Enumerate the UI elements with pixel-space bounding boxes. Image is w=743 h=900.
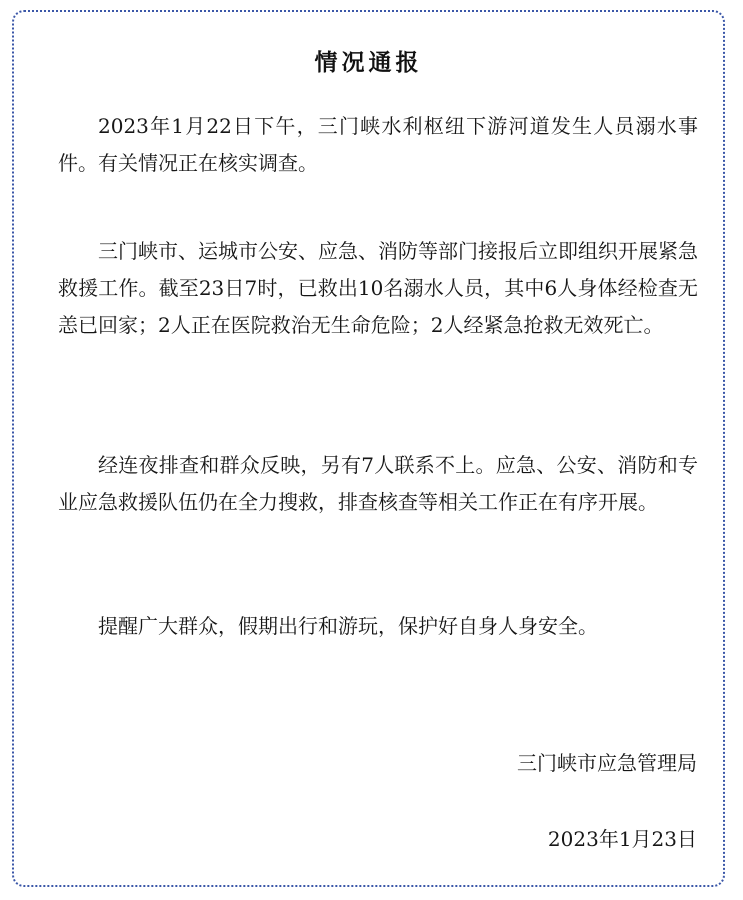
notice-paragraph-1: 2023年1月22日下午，三门峡水利枢纽下游河道发生人员溺水事件。有关情况正在核实调查。 [58,114,698,175]
issuer-signature: 三门峡市应急管理局 [517,751,697,775]
issue-date: 2023年1月23日 [547,827,697,851]
notice-frame [12,10,725,887]
notice-paragraph-3: 经连夜排查和群众反映，另有7人联系不上。应急、公安、消防和专业应急救援队伍仍在全力搜救，排查核查等相关工作正在有序开展。 [58,453,698,514]
notice-paragraph-2: 三门峡市、运城市公安、应急、消防等部门接报后立即组织开展紧急救援工作。截至23日7时，已救出10名溺水人员，其中6人身体经检查无恙已回家；2人正在医院救治无生命危险；2人经紧急抢救无效死亡。 [58,239,698,337]
notice-title: 情况通报 [314,50,423,76]
notice-paragraph-4: 提醒广大群众，假期出行和游玩，保护好自身人身安全。 [98,614,598,638]
